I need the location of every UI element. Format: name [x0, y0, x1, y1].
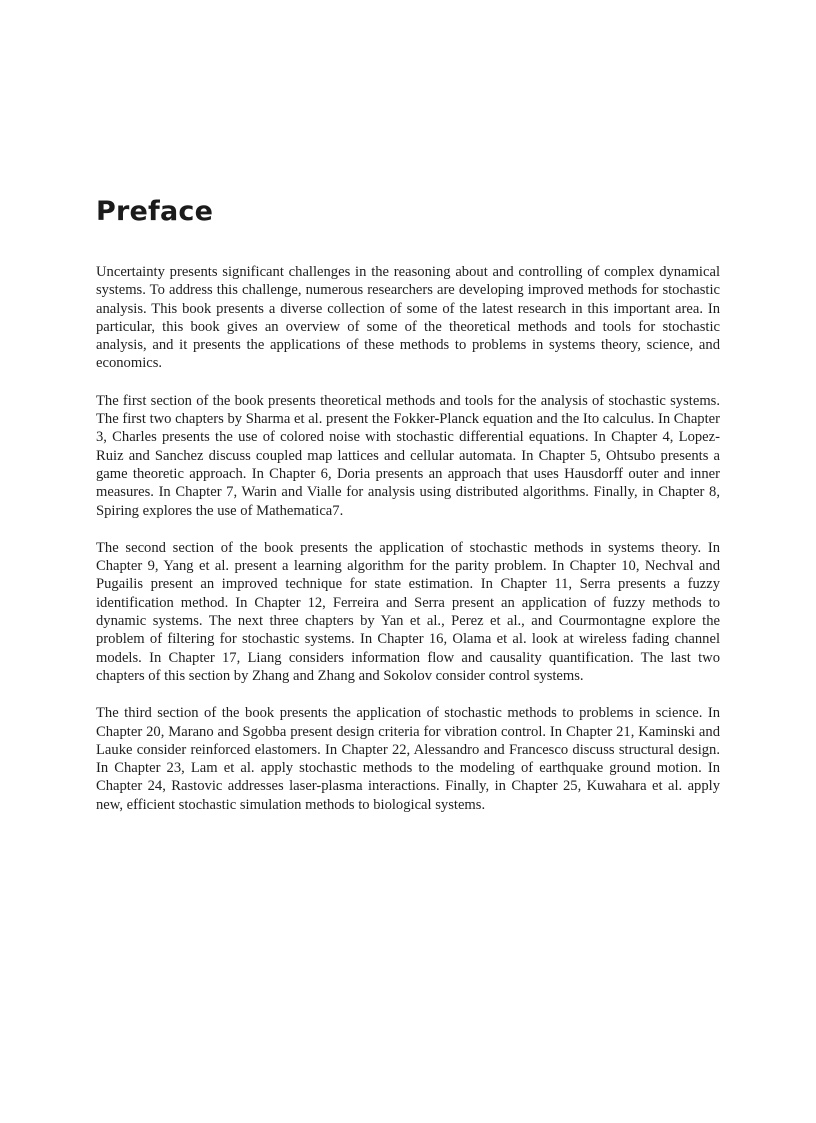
preface-body: [96, 263, 720, 833]
paragraph-second-section: The second section of the book presents the application of stochastic methods in systems theory. In Chapter 9, Yang et al. present a learning algorithm for the parity problem. In Chapter 10, Nechval and Pugailis present an improved technique for state estimation. In Chapter 11, Serra presents a fuzzy identification method. In Chapter 12, Ferreira and Serra present an application of fuzzy methods to dynamic systems. The next three chapters by Yan et al., Perez et al., and Courmontagne explore the problem of filtering for stochastic systems. In Chapter 16, Olama et al. look at wireless fading channel models. In Chapter 17, Liang considers information flow and causality quantification. The last two chapters of this section by Zhang and Zhang and Sokolov consider control systems.: [96, 539, 720, 684]
paragraph-first-section: The first section of the book presents theoretical methods and tools for the analysis of stochastic systems. The first two chapters by Sharma et al. present the Fokker-Planck equation and the Ito calculus. In Chapter 3, Charles presents the use of colored noise with stochastic differential equations. In Chapter 4, Lopez-Ruiz and Sanchez discuss coupled map lattices and cellular automata. In Chapter 5, Ohtsubo presents a game theoretic approach. In Chapter 6, Doria presents an approach that uses Hausdorff outer and inner measures. In Chapter 7, Warin and Vialle for analysis using distributed algorithms. Finally, in Chapter 8, Spiring explores the use of Mathematica7.: [96, 392, 720, 519]
paragraph-third-section: The third section of the book presents the application of stochastic methods to problems in science. In Chapter 20, Marano and Sgobba present design criteria for vibration control. In Chapter 21, Kaminski and Lauke consider reinforced elastomers. In Chapter 22, Alessandro and Francesco discuss structural design. In Chapter 23, Lam et al. apply stochastic methods to the modeling of earthquake ground motion. In Chapter 24, Rastovic addresses laser-plasma interactions. Finally, in Chapter 25, Kuwahara et al. apply new, efficient stochastic simulation methods to biological systems.: [96, 705, 720, 813]
page-title: Preface: [96, 196, 214, 227]
paragraph-intro: Uncertainty presents significant challenges in the reasoning about and controlling of complex dynamical systems. To address this challenge, numerous researchers are developing improved methods for stochastic analysis. This book presents a diverse collection of some of the latest research in this important area. In particular, this book gives an overview of some of the theoretical methods and tools for stochastic analysis, and it presents the applications of these methods to problems in systems theory, science, and economics.: [96, 264, 720, 372]
